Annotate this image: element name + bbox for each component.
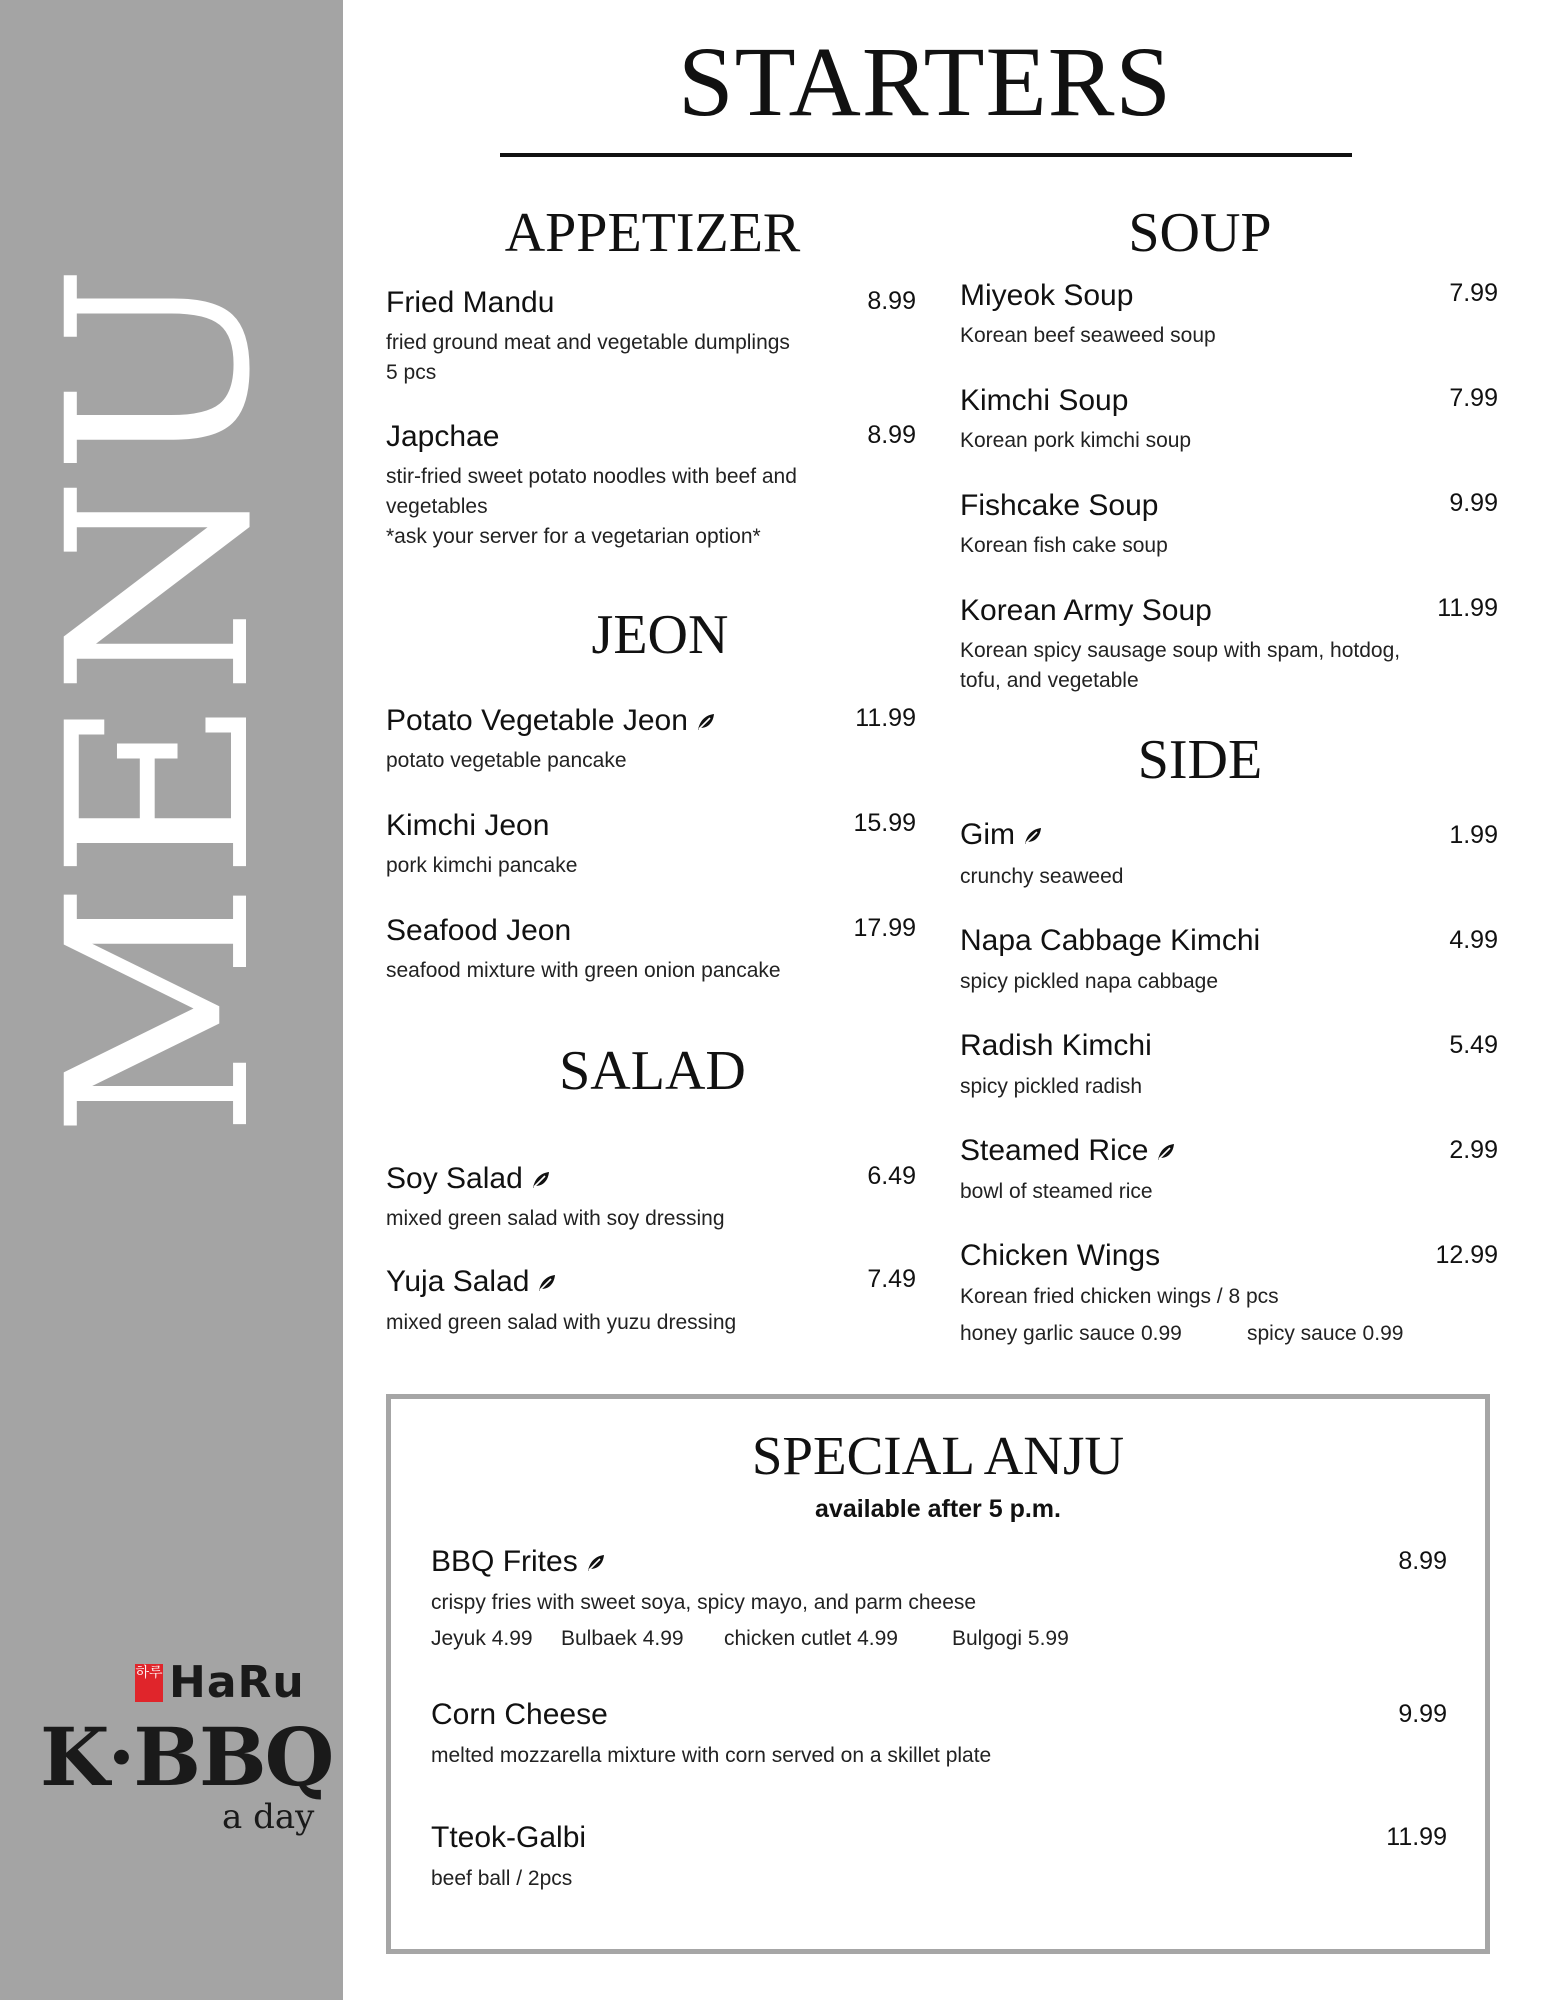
- section-title-salad: SALAD: [559, 1040, 746, 1102]
- item-description: [386, 1204, 725, 1234]
- leaf-icon: [1023, 826, 1043, 846]
- item-name-text: Potato Vegetable Jeon: [386, 704, 688, 737]
- item-price: 1.99: [1449, 821, 1498, 849]
- item-description: [431, 1741, 991, 1771]
- item-description-line: mixed green salad with yuzu dressing: [386, 1311, 737, 1334]
- item-price: 11.99: [855, 704, 916, 732]
- item-name: Korean Army Soup: [960, 594, 1212, 627]
- item-description-line: bowl of steamed rice: [960, 1180, 1153, 1203]
- item-name: [386, 1164, 551, 1194]
- item-description-line: spicy pickled napa cabbage: [960, 970, 1219, 993]
- item-description: [960, 321, 1216, 351]
- item-name: Radish Kimchi: [960, 1029, 1152, 1062]
- item-description-line: potato vegetable pancake: [386, 749, 627, 772]
- item-name: Japchae: [386, 420, 500, 453]
- leaf-icon: [1156, 1142, 1176, 1162]
- item-description: [960, 1177, 1153, 1207]
- addon-option: Bulbaek 4.99: [561, 1627, 684, 1650]
- item-description: [431, 1588, 976, 1618]
- leaf-icon: [696, 712, 716, 732]
- addon-option: Bulgogi 5.99: [952, 1627, 1069, 1650]
- item-description-line: crispy fries with sweet soya, spicy mayo, and parm cheese: [431, 1591, 977, 1614]
- item-price: 8.99: [1398, 1547, 1447, 1575]
- item-description-line: *ask your server for a vegetarian option*: [386, 525, 761, 548]
- item-price: 9.99: [1449, 489, 1498, 517]
- leaf-icon: [586, 1553, 606, 1573]
- item-description: [960, 1282, 1279, 1312]
- item-description-line: Korean fish cake soup: [960, 534, 1168, 557]
- leaf-icon: [531, 1170, 551, 1190]
- item-description: [386, 956, 781, 986]
- item-price: 8.99: [867, 421, 916, 449]
- item-price: 11.99: [1437, 594, 1498, 622]
- item-description-line: seafood mixture with green onion pancake: [386, 959, 781, 982]
- item-price: 7.49: [867, 1265, 916, 1293]
- item-description-line: 5 pcs: [386, 361, 437, 384]
- title-divider: [500, 153, 1352, 157]
- item-description-line: Korean spicy sausage soup with spam, hotdog,: [960, 639, 1401, 662]
- item-price: 9.99: [1398, 1700, 1447, 1728]
- page-title: STARTERS: [677, 26, 1173, 137]
- item-description-line: melted mozzarella mixture with corn served on a skillet plate: [431, 1744, 992, 1767]
- item-name-text: Steamed Rice: [960, 1134, 1149, 1167]
- item-description-line: Korean pork kimchi soup: [960, 429, 1192, 452]
- item-name: [960, 820, 1043, 850]
- item-description-line: vegetables: [386, 495, 488, 518]
- item-name: Corn Cheese: [431, 1698, 608, 1731]
- item-name: Chicken Wings: [960, 1239, 1161, 1272]
- item-description-line: Korean fried chicken wings / 8 pcs: [960, 1285, 1279, 1308]
- logo-brand: HaRu: [169, 1657, 305, 1708]
- addon-option: Jeyuk 4.99: [431, 1627, 533, 1650]
- item-description: [960, 426, 1191, 456]
- addon-option: chicken cutlet 4.99: [724, 1627, 898, 1650]
- item-description: [386, 328, 790, 388]
- item-name: Kimchi Soup: [960, 384, 1129, 417]
- item-description: [960, 967, 1218, 997]
- item-price: 7.99: [1449, 384, 1498, 412]
- item-name: Fried Mandu: [386, 286, 555, 319]
- item-price: 17.99: [853, 914, 916, 942]
- item-price: 15.99: [853, 809, 916, 837]
- item-name: [431, 1547, 606, 1577]
- item-description-line: stir-fried sweet potato noodles with beef and: [386, 465, 797, 488]
- menu-vertical-title: MENU: [14, 262, 305, 1138]
- section-title-side: SIDE: [1137, 729, 1263, 791]
- section-title-appetizer: APPETIZER: [504, 202, 801, 264]
- item-description: [386, 851, 577, 881]
- item-price: 8.99: [867, 287, 916, 315]
- item-name-text: Gim: [960, 818, 1015, 851]
- item-description-line: fried ground meat and vegetable dumplings: [386, 331, 790, 354]
- logo-kbbq: K·BBQ: [40, 1710, 333, 1804]
- item-description: [960, 531, 1168, 561]
- item-name: [386, 706, 716, 736]
- item-name-text: Soy Salad: [386, 1162, 523, 1195]
- special-anju-subtitle: available after 5 p.m.: [815, 1495, 1061, 1523]
- item-name: [386, 1267, 557, 1297]
- leaf-icon: [537, 1273, 557, 1293]
- item-description: [960, 636, 1400, 696]
- logo-tagline: a day: [222, 1797, 315, 1837]
- item-name: Miyeok Soup: [960, 279, 1134, 312]
- item-name: [960, 1136, 1176, 1166]
- item-description-line: mixed green salad with soy dressing: [386, 1207, 725, 1230]
- item-description-line: beef ball / 2pcs: [431, 1867, 573, 1890]
- item-name: Tteok-Galbi: [431, 1821, 587, 1854]
- item-description: [960, 862, 1123, 892]
- wing-sauce-option: spicy sauce 0.99: [1247, 1322, 1404, 1345]
- logo-haru-row: [135, 1657, 305, 1708]
- item-description-line: spicy pickled radish: [960, 1075, 1143, 1098]
- wing-sauce-option: honey garlic sauce 0.99: [960, 1322, 1182, 1345]
- item-price: 12.99: [1435, 1241, 1498, 1269]
- item-description: [386, 462, 797, 552]
- item-price: 7.99: [1449, 279, 1498, 307]
- item-description-line: tofu, and vegetable: [960, 669, 1139, 692]
- item-description: [386, 746, 627, 776]
- item-name: Seafood Jeon: [386, 914, 572, 947]
- section-title-jeon: JEON: [591, 604, 729, 666]
- section-title-soup: SOUP: [1128, 202, 1272, 264]
- item-price: 4.99: [1449, 926, 1498, 954]
- item-description-line: crunchy seaweed: [960, 865, 1124, 888]
- item-name: Napa Cabbage Kimchi: [960, 924, 1261, 957]
- item-name-text: Yuja Salad: [386, 1265, 530, 1298]
- item-price: 11.99: [1386, 1823, 1447, 1851]
- item-price: 6.49: [867, 1162, 916, 1190]
- item-price: 5.49: [1449, 1031, 1498, 1059]
- sidebar: [0, 0, 343, 2000]
- item-name-text: BBQ Frites: [431, 1545, 578, 1578]
- item-description-line: Korean beef seaweed soup: [960, 324, 1216, 347]
- item-description: [386, 1308, 736, 1338]
- logo-seal: 하루: [135, 1664, 163, 1702]
- item-name: Fishcake Soup: [960, 489, 1159, 522]
- item-description: [960, 1072, 1142, 1102]
- item-description-line: pork kimchi pancake: [386, 854, 578, 877]
- item-price: 2.99: [1449, 1136, 1498, 1164]
- item-name: Kimchi Jeon: [386, 809, 550, 842]
- section-title-special-anju: SPECIAL ANJU: [751, 1425, 1125, 1486]
- item-description: [431, 1864, 572, 1894]
